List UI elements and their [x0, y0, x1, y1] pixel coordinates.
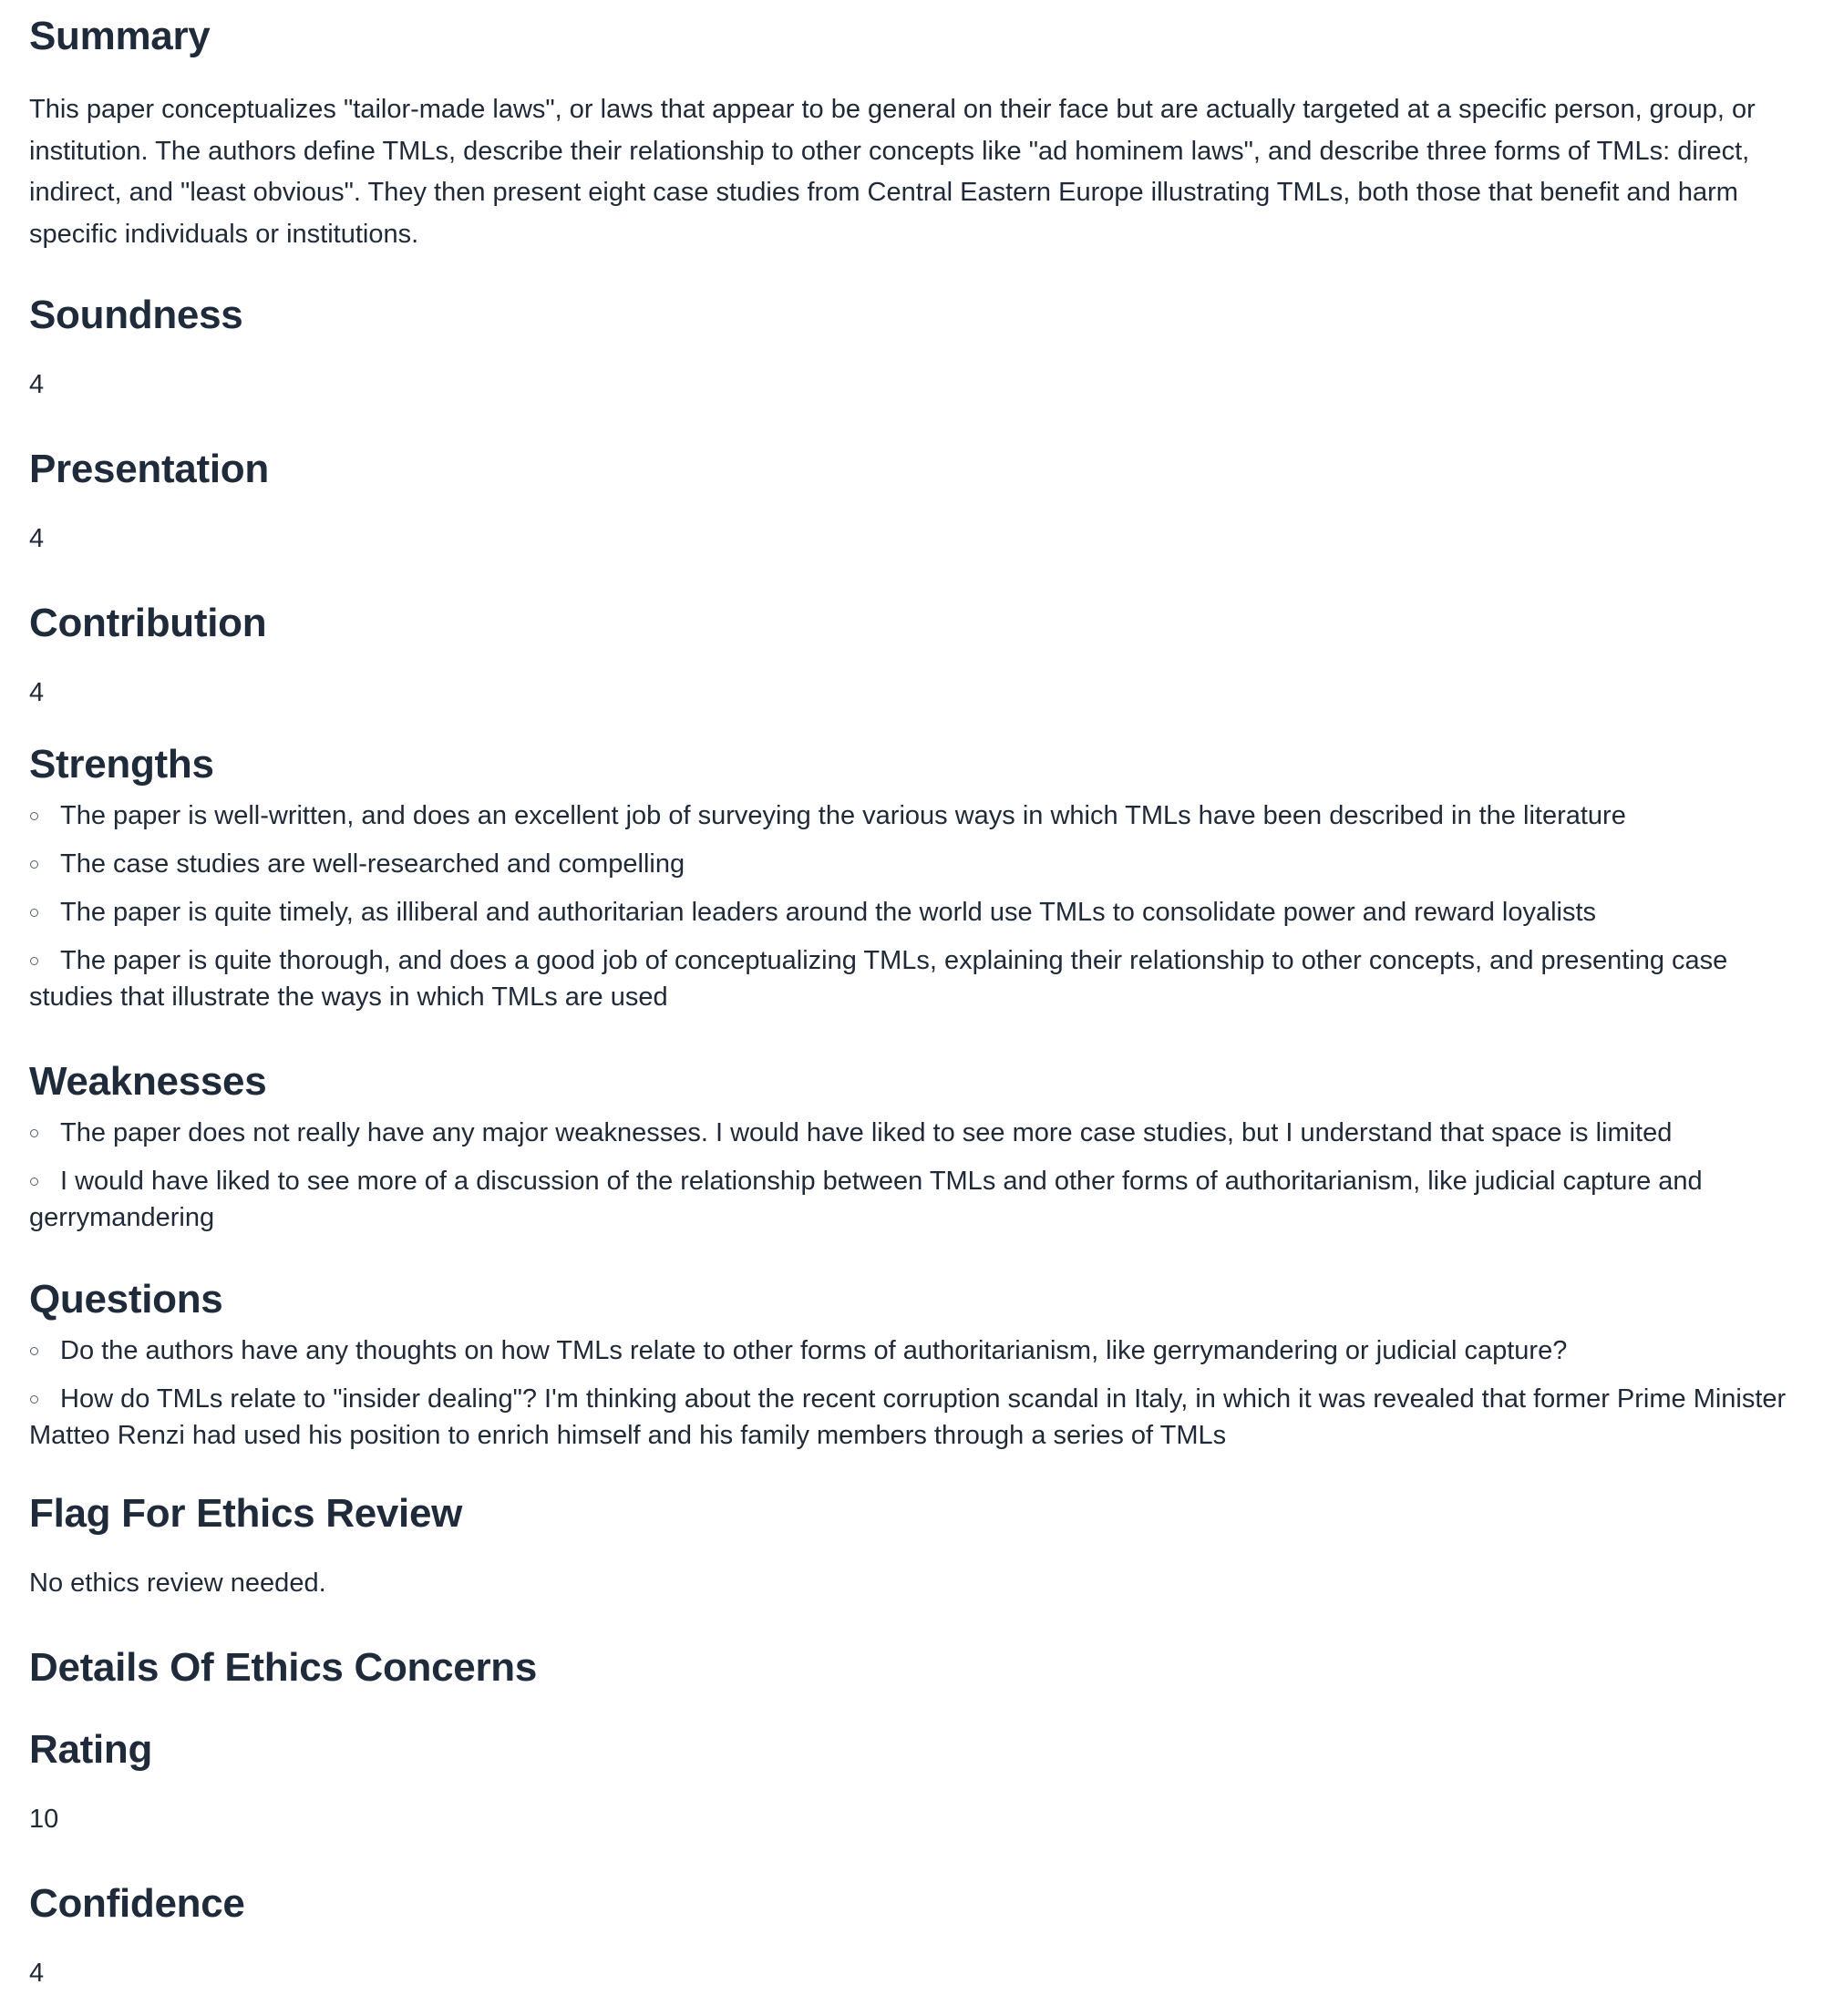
questions-heading: Questions: [29, 1277, 223, 1322]
ethics-details-heading: Details Of Ethics Concerns: [29, 1645, 538, 1690]
rating-heading: Rating: [29, 1727, 153, 1772]
rating-section: [29, 1726, 1801, 1837]
list-item: [29, 1381, 1801, 1454]
list-item: [29, 1163, 1801, 1236]
contribution-heading: Contribution: [29, 601, 267, 645]
strengths-heading: Strengths: [29, 742, 214, 787]
list-item-text: Do the authors have any thoughts on how TMLs relate to other forms of authoritarianism, like gerrymandering or judicial capture?: [60, 1336, 1568, 1365]
list-item-text: The case studies are well-researched and compelling: [60, 849, 685, 879]
confidence-value: 4: [29, 1959, 45, 1988]
list-item-text: The paper is well-written, and does an excellent job of surveying the various ways in which TMLs have been described in the literature: [60, 801, 1626, 830]
circle-bullet-icon: [30, 1395, 38, 1404]
list-item-text: The paper does not really have any major weaknesses. I would have liked to see more case studies, but I understand that space is limited: [60, 1118, 1673, 1147]
list-item-text: The paper is quite thorough, and does a good job of conceptualizing TMLs, explaining their relationship to other concepts, and presenting case studies that illustrate the ways in which TMLs are used: [29, 946, 1728, 1012]
list-item: [29, 1332, 1801, 1369]
soundness-section: [29, 292, 1801, 403]
questions-list: [29, 1332, 1801, 1454]
list-item: [29, 797, 1801, 834]
ethics-flag-value: No ethics review needed.: [29, 1569, 326, 1598]
list-item-text: I would have liked to see more of a discussion of the relationship between TMLs and other forms of authoritarianism, like judicial capture and gerrymandering: [29, 1167, 1703, 1232]
soundness-value: 4: [29, 370, 45, 399]
confidence-heading: Confidence: [29, 1881, 245, 1926]
confidence-section: [29, 1880, 1801, 1991]
contribution-value: 4: [29, 678, 45, 707]
ethics-details-section: [29, 1644, 1801, 1692]
list-item-text: The paper is quite timely, as illiberal and authoritarian leaders around the world use TMLs to consolidate power and reward loyalists: [60, 898, 1597, 927]
circle-bullet-icon: [30, 957, 38, 965]
presentation-value: 4: [29, 524, 45, 553]
strengths-section: [29, 741, 1801, 1027]
circle-bullet-icon: [30, 909, 38, 917]
list-item-text: How do TMLs relate to "insider dealing"? I'm thinking about the recent corruption scandal in Italy, in which it was revealed that former Prime Minister Matteo Renzi had used his position to enrich himself and his family members through a series of TMLs: [29, 1384, 1787, 1450]
soundness-heading: Soundness: [29, 293, 243, 337]
list-item: [29, 942, 1801, 1015]
weaknesses-section: [29, 1058, 1801, 1248]
list-item: [29, 894, 1801, 931]
weaknesses-heading: Weaknesses: [29, 1059, 267, 1104]
presentation-heading: Presentation: [29, 447, 269, 491]
summary-section: [29, 13, 1801, 255]
questions-section: [29, 1276, 1801, 1466]
list-item: [29, 1115, 1801, 1151]
circle-bullet-icon: [30, 812, 38, 820]
ethics-flag-section: [29, 1490, 1801, 1601]
strengths-list: [29, 797, 1801, 1015]
rating-value: 10: [29, 1805, 59, 1834]
summary-heading: Summary: [29, 14, 211, 58]
circle-bullet-icon: [30, 1178, 38, 1186]
list-item: [29, 846, 1801, 882]
contribution-section: [29, 600, 1801, 711]
circle-bullet-icon: [30, 1347, 38, 1355]
summary-text: This paper conceptualizes "tailor-made laws", or laws that appear to be general on their face but are actually targeted at a specific person, group, or institution. The authors define TMLs, describe their relationship to other concepts like "ad hominem laws", and describe three forms of TMLs: direct, indirect, and "least obvious". They then present eight case studies from Central Eastern Europe illustrating TMLs, both those that benefit and harm specific individuals or institutions.: [29, 95, 1756, 249]
ethics-flag-heading: Flag For Ethics Review: [29, 1491, 463, 1536]
weaknesses-list: [29, 1115, 1801, 1236]
presentation-section: [29, 446, 1801, 557]
circle-bullet-icon: [30, 860, 38, 869]
circle-bullet-icon: [30, 1129, 38, 1137]
